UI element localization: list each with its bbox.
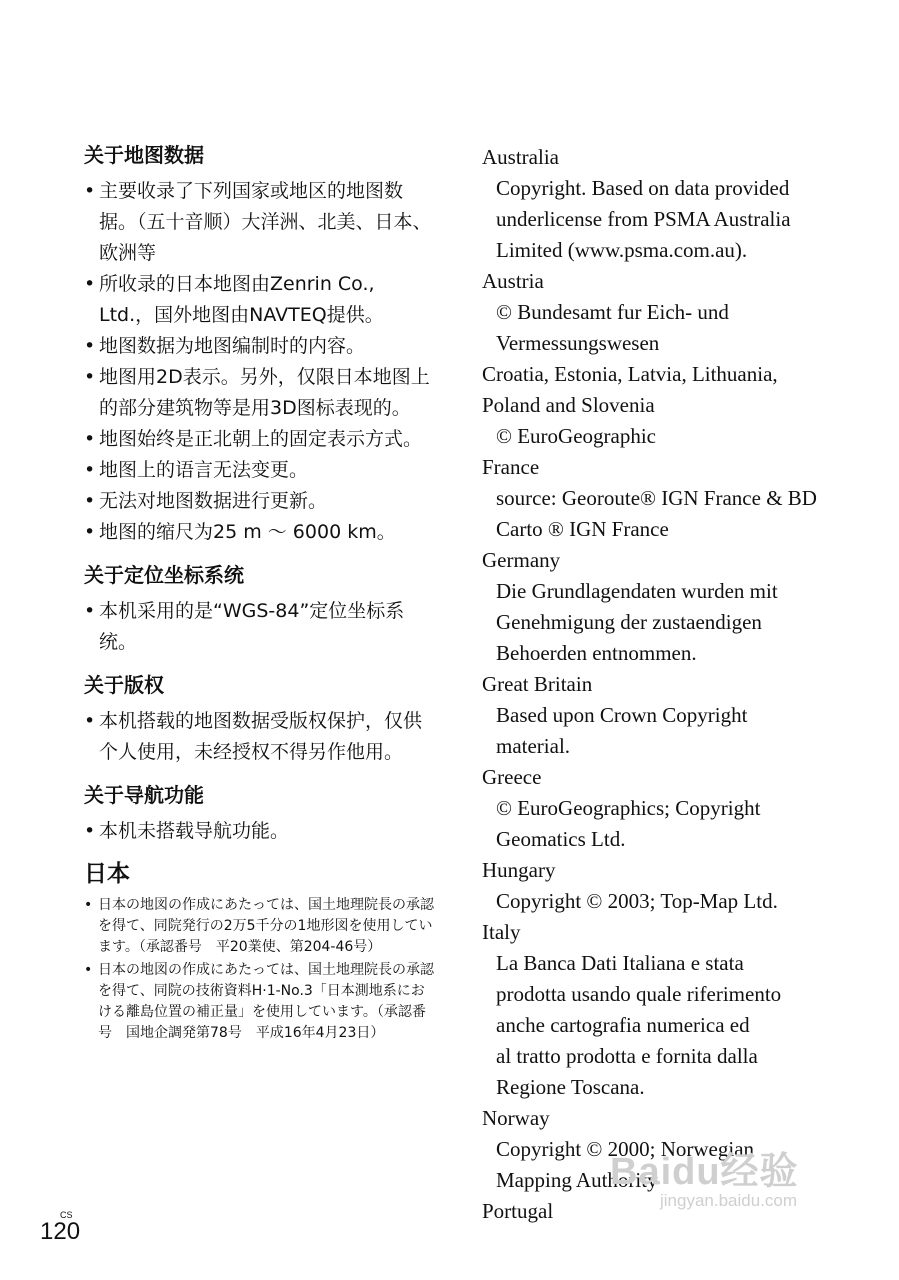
entry-line: Carto ® IGN France [496, 517, 669, 541]
country-croatia-group [482, 359, 882, 452]
country-name: Great Britain [482, 672, 593, 696]
entry-line: Behoerden entnommen. [496, 641, 697, 665]
entry-line: © EuroGeographics; Copyright [496, 796, 761, 820]
country-name: Norway [482, 1106, 550, 1130]
section-title: 日本 [84, 861, 130, 887]
entry-line: al tratto prodotta e fornita dalla [496, 1044, 758, 1068]
entry-line: Copyright © 2003; Top-Map Ltd. [496, 889, 778, 913]
list-item: • 所收录的日本地图由Zenrin Co., Ltd.，国外地图由NAVTEQ提供。 [84, 269, 434, 331]
entry-line: Vermessungswesen [496, 331, 660, 355]
list-item: • 日本の地図の作成にあたっては、国土地理院長の承認を得て、同院の技術資料H·1-No.3「日本測地系における離島位置の補正量」を使用しています。（承認番号 国地企調発第78号 平成16年4月23日） [84, 960, 434, 1044]
country-name: Greece [482, 765, 542, 789]
list-item: • 地图数据为地图编制时的内容。 [84, 331, 434, 362]
section-title: 关于定位坐标系统 [84, 563, 244, 587]
section-japan [84, 859, 434, 1044]
entry-line: © EuroGeographic [496, 424, 656, 448]
section-map-data [84, 140, 434, 548]
country-australia [482, 142, 882, 266]
section-copyright [84, 670, 434, 768]
watermark-logo: Baidu经验 [610, 1151, 799, 1193]
left-column [84, 140, 434, 1056]
entry-line: Geomatics Ltd. [496, 827, 626, 851]
country-hungary [482, 855, 882, 917]
country-norway [482, 1103, 882, 1196]
section-coordinate-system [84, 560, 434, 658]
list-item: • 无法对地图数据进行更新。 [84, 486, 434, 517]
watermark-url: jingyan.baidu.com [660, 1191, 798, 1210]
list-item: • 主要收录了下列国家或地区的地图数据。（五十音顺）大洋洲、北美、日本、欧洲等 [84, 176, 434, 269]
entry-line: prodotta usando quale riferimento [496, 982, 782, 1006]
country-name: France [482, 455, 540, 479]
entry-line: anche cartografia numerica ed [496, 1013, 750, 1037]
country-name: Austria [482, 269, 544, 293]
country-name: Croatia, Estonia, Latvia, Lithuania, [482, 362, 778, 386]
right-column [482, 142, 882, 1227]
entry-line: Regione Toscana. [496, 1075, 645, 1099]
list-item: • 地图的缩尺为25 m ～ 6000 km。 [84, 517, 434, 548]
entry-line: Die Grundlagendaten wurden mit [496, 579, 778, 603]
list-item: • 地图上的语言无法变更。 [84, 455, 434, 486]
list-item: • 地图始终是正北朝上的固定表示方式。 [84, 424, 434, 455]
list-item: • 日本の地図の作成にあたっては、国土地理院長の承認を得て、同院発行の2万5千分の1地形図を使用しています。（承認番号 平20業使、第204-46号） [84, 895, 434, 958]
country-france [482, 452, 882, 545]
country-name: Australia [482, 145, 559, 169]
entry-line: Genehmigung der zustaendigen [496, 610, 762, 634]
section-title: 关于版权 [84, 673, 164, 697]
entry-line: source: Georoute® IGN France & BD [496, 486, 817, 510]
country-name: Hungary [482, 858, 556, 882]
list-item: • 本机搭载的地图数据受版权保护，仅供个人使用，未经授权不得另作他用。 [84, 706, 434, 768]
entry-line: © Bundesamt fur Eich- und [496, 300, 729, 324]
list-item: • 本机采用的是“WGS-84”定位坐标系统。 [84, 596, 434, 658]
entry-line: Copyright. Based on data provided [496, 176, 790, 200]
entry-line: Limited (www.psma.com.au). [496, 238, 748, 262]
country-name: Germany [482, 548, 561, 572]
section-navigation [84, 780, 434, 847]
country-greece [482, 762, 882, 855]
list-item: • 本机未搭载导航功能。 [84, 816, 434, 847]
section-title: 关于地图数据 [84, 143, 204, 167]
list-item: • 地图用2D表示。另外，仅限日本地图上的部分建筑物等是用3D图标表现的。 [84, 362, 434, 424]
entry-line: Based upon Crown Copyright [496, 703, 748, 727]
entry-line: underlicense from PSMA Australia [496, 207, 791, 231]
country-italy [482, 917, 882, 1103]
country-great-britain [482, 669, 882, 762]
country-name: Italy [482, 920, 521, 944]
entry-line: La Banca Dati Italiana e stata [496, 951, 744, 975]
country-portugal [482, 1196, 882, 1227]
country-name: Poland and Slovenia [482, 393, 655, 417]
page-marker: CS [60, 1210, 73, 1220]
entry-line: material. [496, 734, 571, 758]
country-austria [482, 266, 882, 359]
country-germany [482, 545, 882, 669]
entry-line: Mapping Authority [496, 1168, 658, 1192]
page-number: 120 [40, 1218, 81, 1245]
entry-line: Copyright © 2000; Norwegian [496, 1137, 755, 1161]
country-name: Portugal [482, 1199, 554, 1223]
section-title: 关于导航功能 [84, 783, 204, 807]
